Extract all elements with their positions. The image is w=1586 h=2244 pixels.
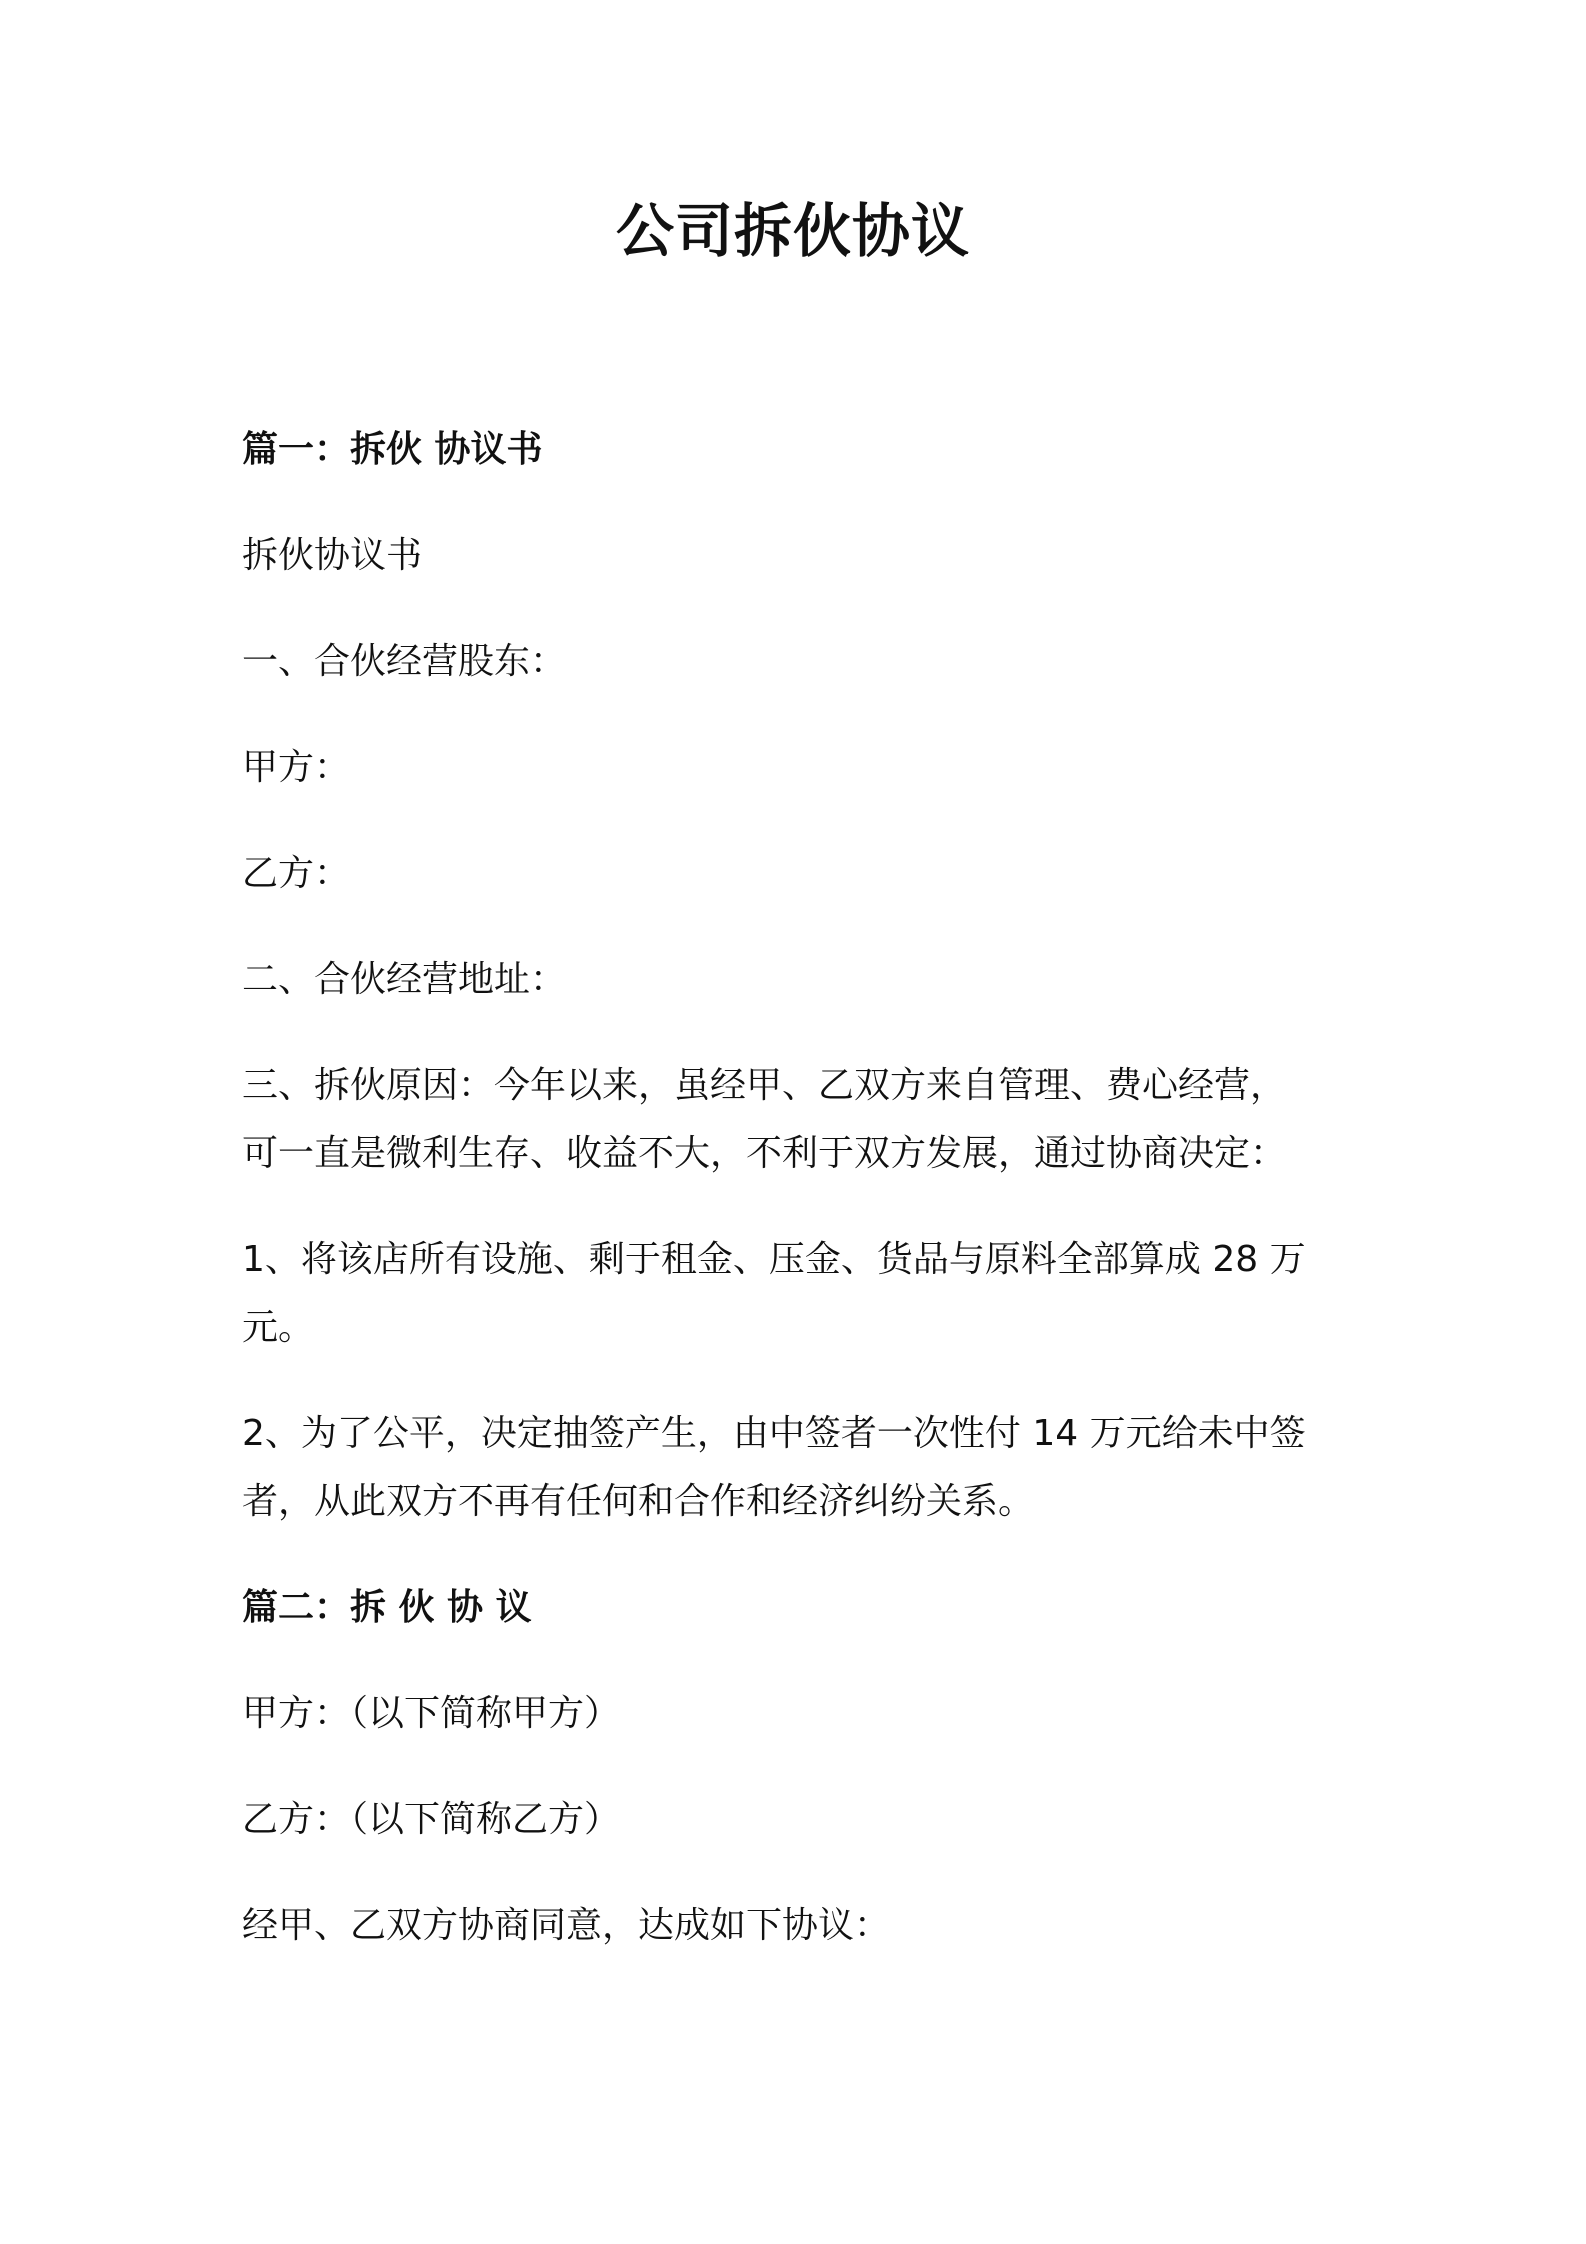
section1-item1: 一、合伙经营股东： — [242, 641, 567, 682]
section1-item2: 二、合伙经营地址： — [242, 959, 567, 1000]
section2-agreement: 经甲、乙双方协商同意，达成如下协议： — [242, 1905, 891, 1946]
section1-heading: 篇一：拆伙 协议书 — [242, 429, 543, 470]
section1-party-b: 乙方： — [242, 853, 351, 894]
section2-party-b: 乙方：（以下简称乙方） — [242, 1799, 621, 1840]
document-title: 公司拆伙协议 — [615, 197, 970, 265]
section1-item3-line2: 可一直是微利生存、收益不大，不利于双方发展，通过协商决定： — [242, 1133, 1287, 1174]
section1-subtitle: 拆伙协议书 — [242, 535, 423, 576]
section2-party-a: 甲方：（以下简称甲方） — [242, 1693, 621, 1734]
section1-clause2-line1: 2、为了公平，决定抽签产生，由中签者一次性付 14 万元给未中签 — [242, 1413, 1306, 1454]
section1-party-a: 甲方： — [242, 747, 351, 788]
section1-item3-line1: 三、拆伙原因：今年以来，虽经甲、乙双方来自管理、费心经营， — [242, 1065, 1287, 1106]
section1-clause1-line1: 1、将该店所有设施、剩于租金、压金、货品与原料全部算成 28 万 — [242, 1239, 1306, 1280]
section1-clause1-line2: 元。 — [242, 1307, 315, 1348]
section2-heading: 篇二：拆 伙 协 议 — [242, 1587, 532, 1628]
section1-clause2-line2: 者，从此双方不再有任何和合作和经济纠纷关系。 — [242, 1481, 1035, 1522]
